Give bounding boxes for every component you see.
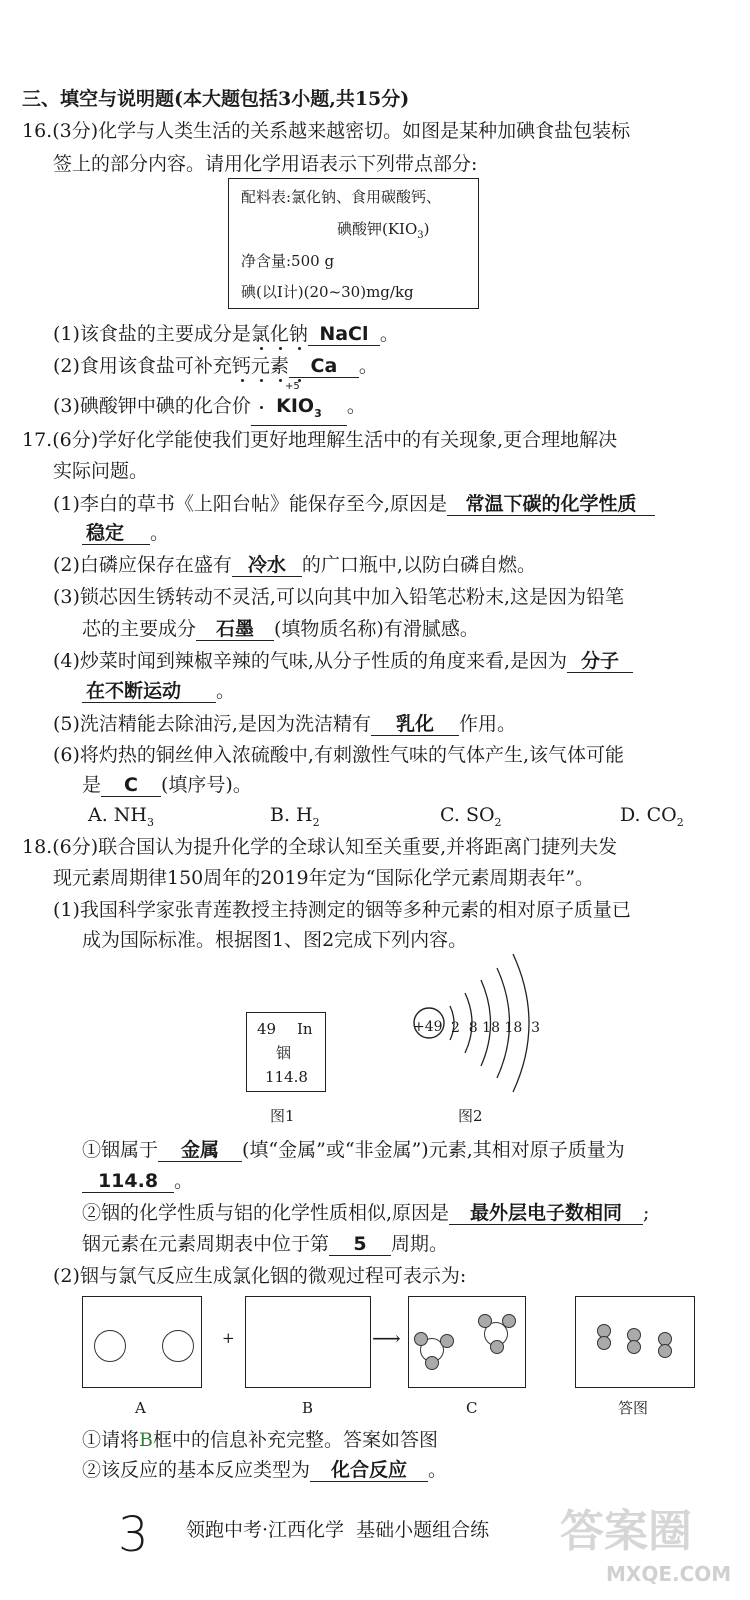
q17-stem-line2: 实际问题。 — [53, 460, 149, 482]
section-header: 三、填空与说明题(本大题包括3小题,共15分) — [22, 88, 410, 110]
atomic-number: 49 — [257, 1020, 277, 1038]
molecule-c2-cl — [502, 1314, 516, 1328]
q16-part1: (1)该食盐的主要成分是氯化钠 NaCl 。 — [53, 323, 399, 345]
q17-answer5: 乳化 — [371, 713, 459, 736]
emphasis-dot — [279, 379, 282, 382]
q18-stem-line1: 18.(6分)联合国认为提升化学的全球认知至关重要,并将距离门捷列夫发 — [22, 836, 618, 858]
q17-answer4b: 在不断运动 — [82, 680, 216, 703]
q17-answer1a: 常温下碳的化学性质 — [447, 493, 655, 516]
q16-part2: (2)食用该食盐可补充钙元素 Ca 。 — [53, 355, 378, 377]
q16-stem-line1: 16.(3分)化学与人类生活的关系越来越密切。如图是某种加碘食盐包装标 — [22, 120, 631, 142]
plus-sign: + — [222, 1329, 235, 1347]
cl2-molecule-atom — [597, 1336, 611, 1350]
box-b — [245, 1296, 371, 1388]
q18-answer-metal: 金属 — [158, 1139, 242, 1162]
fig1-caption: 图1 — [270, 1107, 295, 1125]
emphasis-dot — [260, 379, 263, 382]
q18-answer-period: 5 — [329, 1233, 391, 1256]
q16-answer1: NaCl — [308, 323, 380, 346]
electron-shells: 2 8 18 18 3 — [451, 1020, 541, 1036]
q17-part1: (1)李白的草书《上阳台帖》能保存至今,原因是 常温下碳的化学性质 — [53, 492, 655, 516]
atom-a1 — [94, 1330, 126, 1362]
fig2-caption: 图2 — [458, 1107, 483, 1125]
q16-answer2: Ca — [289, 355, 359, 378]
q17-answer1b: 稳定 — [82, 522, 150, 545]
q16-stem-line2: 签上的部分内容。请用化学用语表示下列带点部分: — [53, 153, 478, 175]
q18-sub2-line2: 铟元素在元素周期表中位于第 5 周期。 — [82, 1233, 449, 1255]
q17-part5: (5)洗洁精能去除油污,是因为洗洁精有 乳化 作用。 — [53, 713, 516, 735]
element-symbol: In — [297, 1020, 313, 1038]
arrow-icon: ⟶ — [372, 1326, 401, 1350]
q17-part4: (4)炒菜时闻到辣椒辛辣的气味,从分子性质的角度来看,是因为 分子 — [53, 649, 633, 673]
q17-part6-line1: (6)将灼热的铜丝伸入浓硫酸中,有刺激性气味的气体产生,该气体可能 — [53, 744, 624, 766]
label-b: B — [302, 1399, 314, 1417]
emphasis-dot — [298, 347, 301, 350]
option-d: D. $CO_2$ — [620, 804, 684, 829]
element-name: 铟 — [276, 1044, 292, 1062]
label-c: C — [466, 1399, 478, 1417]
q17-stem-line1: 17.(6分)学好化学能使我们更好地理解生活中的有关现象,更合理地解决 — [22, 429, 618, 451]
label-ingredients: 配料表:氯化钠、食用碳酸钙、 — [241, 188, 442, 206]
q17-part3-line2: 芯的主要成分 石墨 (填物质名称)有滑腻感。 — [82, 618, 479, 640]
q18-sub2-line1: ②铟的化学性质与铝的化学性质相似,原因是 最外层电子数相同 ; — [82, 1202, 650, 1224]
molecule-c2-cl — [478, 1314, 492, 1328]
q17-part6-line2: 是 C (填序号)。 — [82, 774, 252, 796]
q18-sub1-line1: ①铟属于 金属 (填“金属”或“非金属”)元素,其相对原子质量为 — [82, 1139, 625, 1161]
emphasis-dot — [241, 379, 244, 382]
q18-part1-line1: (1)我国科学家张青莲教授主持测定的铟等多种元素的相对原子质量已 — [53, 899, 631, 921]
emphasis-dot — [260, 347, 263, 350]
option-c: C. $SO_2$ — [440, 804, 502, 829]
q17-answer2: 冷水 — [232, 554, 302, 577]
q17-part4-cont: 在不断运动 。 — [82, 679, 235, 703]
q18-part1-line2: 成为国际标准。根据图1、图2完成下列内容。 — [82, 929, 468, 951]
q16-part3: (3)碘酸钾中碘的化合价 $KIO_3$ 。 — [53, 394, 366, 426]
molecule-c1-cl — [440, 1334, 454, 1348]
label-a: A — [135, 1399, 146, 1417]
salt-label-box — [228, 178, 479, 309]
q18-sub4: ②该反应的基本反应类型为 化合反应 。 — [82, 1459, 448, 1481]
element-cell — [246, 1012, 326, 1092]
emphasis-dot — [260, 406, 263, 409]
emphasis-dot — [279, 347, 282, 350]
footer-text: 领跑中考·江西化学 基础小题组合练 — [186, 1519, 490, 1541]
q18-answer-reaction-type: 化合反应 — [310, 1459, 428, 1482]
label-iodine-content: 碘(以I计)(20~30)mg/kg — [241, 283, 414, 301]
q17-answer4a: 分子 — [567, 650, 633, 673]
q17-answer3: 石墨 — [196, 618, 274, 641]
q18-part2: (2)铟与氯气反应生成氯化铟的微观过程可表示为: — [53, 1265, 467, 1287]
page-number: 3 — [118, 1507, 149, 1563]
molecule-c1-cl — [425, 1356, 439, 1370]
q18-stem-line2: 现元素周期律150周年的2019年定为“国际化学元素周期表年”。 — [53, 867, 595, 889]
option-a: A. $NH_3$ — [88, 804, 154, 829]
q18-answer-mass: 114.8 — [82, 1170, 174, 1193]
q17-part2: (2)白磷应保存在盛有 冷水 的广口瓶中,以防白磷自燃。 — [53, 554, 536, 576]
q17-part3-line1: (3)锁芯因生锈转动不灵活,可以向其中加入铅笔芯粉末,这是因为铅笔 — [53, 586, 624, 608]
watermark-url: MXQE.COM — [606, 1562, 732, 1586]
q18-sub1-line2: 114.8 。 — [82, 1169, 193, 1193]
nucleus-charge: +49 — [413, 1019, 443, 1035]
label-kio3: 碘酸钾$(KIO_3)$ — [337, 220, 430, 241]
q18-sub3: ①请将B框中的信息补充完整。答案如答图 — [82, 1429, 438, 1451]
q16-answer3: $KIO_3$ — [251, 395, 347, 426]
q18-answer-electrons: 最外层电子数相同 — [449, 1202, 643, 1225]
cl2-molecule-atom — [658, 1344, 672, 1358]
molecule-c1-cl — [414, 1332, 428, 1346]
molecule-c2-cl — [490, 1340, 504, 1354]
option-b: B. $H_2$ — [270, 804, 320, 829]
label-answer-figure: 答图 — [618, 1399, 649, 1417]
cl2-molecule-atom — [627, 1340, 641, 1354]
atom-a2 — [162, 1330, 194, 1362]
q17-answer6: C — [101, 774, 161, 797]
q16-valence: +5 — [285, 381, 300, 392]
label-net-content: 净含量:500 g — [241, 252, 335, 270]
atomic-mass: 114.8 — [265, 1068, 308, 1086]
watermark-logo: 答案圈 — [560, 1506, 692, 1557]
q17-part1-cont: 稳定 。 — [82, 521, 169, 545]
